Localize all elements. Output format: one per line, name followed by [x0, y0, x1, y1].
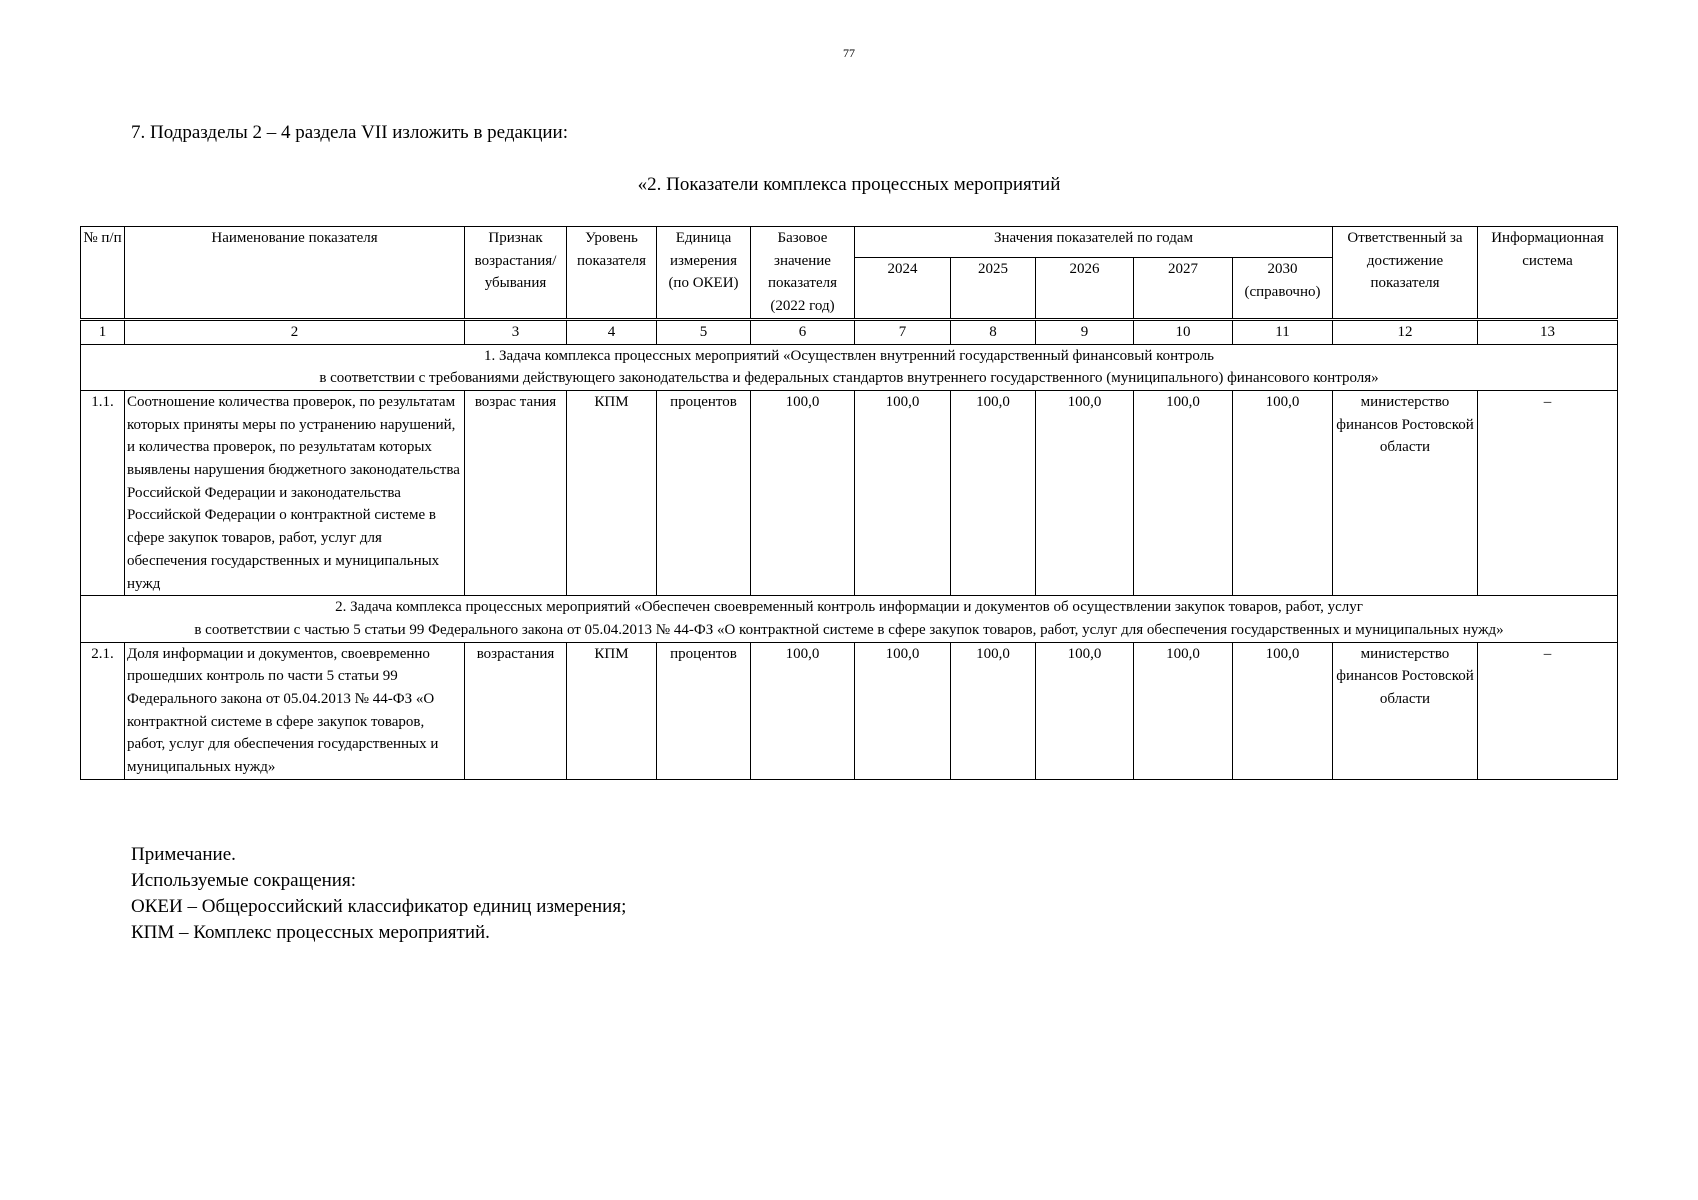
task-2-line-1: 2. Задача комплекса процессных мероприятий «Обеспечен своевременный контроль информации и документов об осуществлении закупок товаров, работ, услуг	[335, 599, 1363, 616]
header-year-2026: 2026	[1036, 257, 1134, 319]
row-2-level: КПМ	[567, 642, 657, 779]
row-1-2030: 100,0	[1233, 390, 1333, 595]
header-level: Уровень показателя	[567, 227, 657, 320]
table-row	[81, 642, 1618, 779]
col-number: 12	[1333, 319, 1478, 344]
task-2-title	[81, 596, 1618, 642]
row-1-2024: 100,0	[855, 390, 951, 595]
row-2-system: –	[1478, 642, 1618, 779]
notes-title: Примечание.	[131, 844, 236, 865]
header-year-2024: 2024	[855, 257, 951, 319]
table-row	[81, 390, 1618, 595]
notes	[131, 842, 626, 946]
column-number-row	[81, 319, 1618, 344]
row-1-system: –	[1478, 390, 1618, 595]
row-2-unit: процентов	[657, 642, 751, 779]
row-1-level: КПМ	[567, 390, 657, 595]
row-2-2026: 100,0	[1036, 642, 1134, 779]
row-2-2025: 100,0	[951, 642, 1036, 779]
row-1-sign: возрас тания	[465, 390, 567, 595]
col-number: 4	[567, 319, 657, 344]
task-2-line-2: в соответствии с частью 5 статьи 99 Федерального закона от 05.04.2013 № 44-ФЗ «О контрактной системе в сфере закупок товаров, работ, услуг для обеспечения государственных и муниципальных нужд»	[194, 621, 1504, 638]
col-number: 9	[1036, 319, 1134, 344]
row-1-2027: 100,0	[1134, 390, 1233, 595]
header-system: Информационная система	[1478, 227, 1618, 320]
header-name: Наименование показателя	[125, 227, 465, 320]
row-2-sign: возрастания	[465, 642, 567, 779]
col-number: 1	[81, 319, 125, 344]
page-number: 77	[843, 46, 855, 60]
row-1-2025: 100,0	[951, 390, 1036, 595]
task-row-2	[81, 596, 1618, 642]
row-2-2024: 100,0	[855, 642, 951, 779]
row-2-base: 100,0	[751, 642, 855, 779]
header-years-group: Значения показателей по годам	[855, 227, 1333, 258]
task-1-line-1: 1. Задача комплекса процессных мероприятий «Осуществлен внутренний государственный финансовый контроль	[483, 347, 1215, 364]
task-1-line-2: в соответствии с требованиями действующего законодательства и федеральных стандартов внутреннего государственного (муниципального) финансового контроля»	[319, 370, 1379, 387]
col-number: 8	[951, 319, 1036, 344]
header-num: № п/п	[81, 227, 125, 320]
header-base: Базовое значение показателя (2022 год)	[751, 227, 855, 320]
header-sign: Признак возрастания/ убывания	[465, 227, 567, 320]
col-number: 11	[1233, 319, 1333, 344]
task-row-1	[81, 344, 1618, 390]
col-number: 10	[1134, 319, 1233, 344]
header-year-2030: 2030 (справочно)	[1233, 257, 1333, 319]
header-year-2025: 2025	[951, 257, 1036, 319]
row-2-name: Доля информации и документов, своевременно прошедших контроль по части 5 статьи 99 Федерального закона от 05.04.2013 № 44-ФЗ «О контрактной системе в сфере закупок товаров, работ, услуг для обеспечения государственных и муниципальных нужд»	[125, 642, 465, 779]
row-1-base: 100,0	[751, 390, 855, 595]
col-number: 7	[855, 319, 951, 344]
task-1-title	[81, 344, 1618, 390]
col-number: 13	[1478, 319, 1618, 344]
row-2-2027: 100,0	[1134, 642, 1233, 779]
row-1-2026: 100,0	[1036, 390, 1134, 595]
row-2-num: 2.1.	[81, 642, 125, 779]
table-title: «2. Показатели комплекса процессных мероприятий	[637, 174, 1061, 195]
notes-kpm: КПМ – Комплекс процессных мероприятий.	[131, 922, 490, 943]
col-number: 6	[751, 319, 855, 344]
col-number: 5	[657, 319, 751, 344]
row-1-num: 1.1.	[81, 390, 125, 595]
header-year-2027: 2027	[1134, 257, 1233, 319]
header-row	[81, 227, 1618, 258]
row-1-name: Соотношение количества проверок, по результатам которых приняты меры по устранению нарушений, и количества проверок, по результатам которых выявлены нарушения бюджетного законодательства Российской Федерации и законодательства Российской Федерации о контрактной системе в сфере закупок товаров, работ, услуг для обеспечения государственных и муниципальных нужд	[125, 390, 465, 595]
header-responsible: Ответственный за достижение показателя	[1333, 227, 1478, 320]
row-2-responsible: министерство финансов Ростовской области	[1333, 642, 1478, 779]
notes-abbreviations-title: Используемые сокращения:	[131, 870, 356, 891]
row-2-2030: 100,0	[1233, 642, 1333, 779]
indicators-table	[80, 226, 1618, 780]
intro-text: 7. Подразделы 2 – 4 раздела VII изложить в редакции:	[131, 122, 568, 143]
header-unit: Единица измерения (по ОКЕИ)	[657, 227, 751, 320]
col-number: 3	[465, 319, 567, 344]
notes-okei: ОКЕИ – Общероссийский классификатор единиц измерения;	[131, 896, 627, 917]
row-1-responsible: министерство финансов Ростовской области	[1333, 390, 1478, 595]
row-1-unit: процентов	[657, 390, 751, 595]
col-number: 2	[125, 319, 465, 344]
